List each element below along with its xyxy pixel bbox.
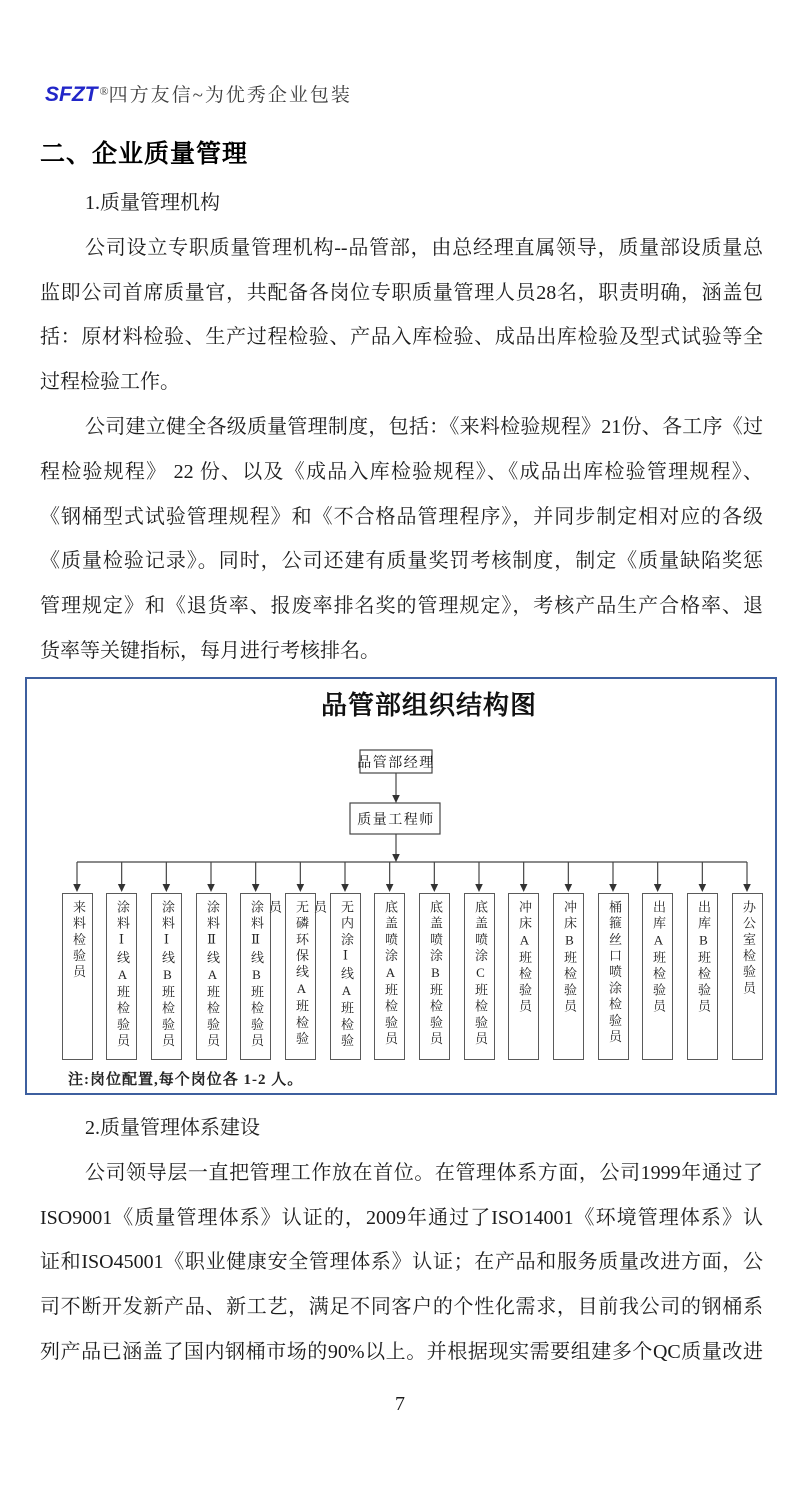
text-line: 货率等关键指标，每月进行考核排名。 xyxy=(40,639,380,662)
text-line: 公司设立专职质量管理机构--品管部，由总经理直属领导，质量部设质量总 xyxy=(85,236,763,259)
text-line: 过程检验工作。 xyxy=(40,371,180,394)
org-chart-note: 注:岗位配置,每个岗位各 1-2 人。 xyxy=(68,1072,304,1088)
page-number: 7 xyxy=(395,1393,405,1415)
section-2-heading: 2.质量管理体系建设 xyxy=(85,1117,260,1139)
org-position-box: 底盖喷涂C班检验员 xyxy=(464,893,495,1060)
org-position-box: 冲床B班检验员 xyxy=(553,893,584,1060)
org-position-box: 桶箍丝口喷涂检验员 xyxy=(598,893,629,1060)
org-position-box: 出库B班检验员 xyxy=(687,893,718,1060)
text-line: 监即公司首席质量官，共配备各岗位专职质量管理人员28名，职责明确，涵盖包 xyxy=(40,281,763,304)
org-position-box: 底盖喷涂B班检验员 xyxy=(419,893,450,1060)
text-line: 管理规定》和《退货率、报废率排名奖的管理规定》，考核产品生产合格率、退 xyxy=(40,595,763,618)
org-position-box: 出库A班检验员 xyxy=(642,893,673,1060)
header xyxy=(45,80,352,107)
text-line: 列产品已涵盖了国内钢桶市场的90%以上。并根据现实需要组建多个QC质量改进 xyxy=(40,1340,763,1363)
org-box-engineer: 质量工程师 xyxy=(357,813,435,828)
text-line: 程检验规程》 22 份、以及《成品入库检验规程》、《成品出库检验管理规程》、 xyxy=(40,460,763,483)
registered-icon: ® xyxy=(99,84,109,98)
org-position-box: 无内涂Ⅰ线A班检验员 xyxy=(330,893,361,1060)
section-1-heading: 1.质量管理机构 xyxy=(85,192,220,214)
text-line: 《质量检验记录》。同时，公司还建有质量奖罚考核制度，制定《质量缺陷奖惩 xyxy=(40,550,763,573)
page-title: 二、企业质量管理 xyxy=(40,141,249,168)
text-line: 《钢桶型式试验管理规程》和《不合格品管理程序》，并同步制定相对应的各级 xyxy=(40,505,763,528)
org-box-manager: 品管部经理 xyxy=(357,756,435,771)
org-chart-frame xyxy=(25,677,777,1095)
org-position-box: 涂料Ⅱ线A班检验员 xyxy=(196,893,227,1060)
header-tagline: 四方友信~为优秀企业包装 xyxy=(108,85,352,106)
text-line: ISO9001《质量管理体系》认证的，2009年通过了ISO14001《环境管理体系》认 xyxy=(40,1206,763,1229)
section-1-text xyxy=(40,181,763,674)
text-line: 括：原材料检验、生产过程检验、产品入库检验、成品出库检验及型式试验等全 xyxy=(40,326,763,349)
org-chart-title: 品管部组织结构图 xyxy=(320,690,537,720)
org-position-box: 涂料Ⅱ线B班检验员 xyxy=(240,893,271,1060)
text-line: 公司领导层一直把管理工作放在首位。在管理体系方面，公司1999年通过了 xyxy=(85,1161,763,1184)
org-position-box: 来料检验员 xyxy=(62,893,93,1060)
org-position-box: 办公室检验员 xyxy=(732,893,763,1060)
org-position-box: 涂料Ⅰ线B班检验员 xyxy=(151,893,182,1060)
org-position-box: 无磷环保线A班检验员 xyxy=(285,893,316,1060)
text-line: 证和ISO45001《职业健康安全管理体系》认证；在产品和服务质量改进方面，公 xyxy=(40,1251,763,1274)
text-line: 公司建立健全各级质量管理制度，包括：《来料检验规程》21份、各工序《过 xyxy=(85,415,763,438)
org-position-box: 冲床A班检验员 xyxy=(508,893,539,1060)
section-2-text xyxy=(40,1106,763,1375)
org-position-box: 涂料Ⅰ线A班检验员 xyxy=(106,893,137,1060)
text-line: 司不断开发新产品、新工艺，满足不同客户的个性化需求，目前我公司的钢桶系 xyxy=(40,1296,763,1319)
org-position-box: 底盖喷涂A班检验员 xyxy=(374,893,405,1060)
logo-text: SFZT xyxy=(45,83,98,106)
